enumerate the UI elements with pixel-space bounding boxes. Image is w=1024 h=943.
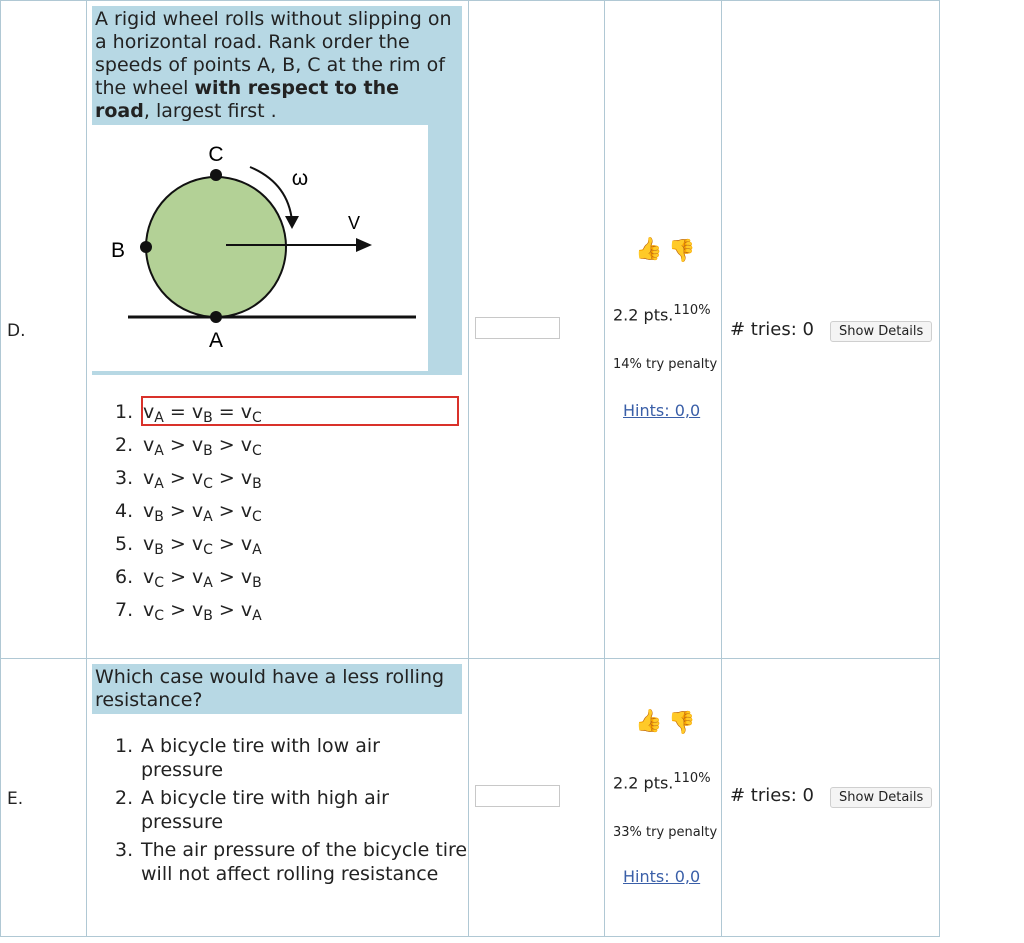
choice-symbol: v [240, 599, 253, 621]
choice-symbol: v [143, 500, 155, 522]
thumbs-up-icon[interactable]: 👍 [635, 237, 663, 262]
choice-number: 6. [115, 566, 134, 588]
label-b: B [110, 239, 126, 262]
choice-item[interactable] [115, 595, 468, 628]
choice-symbol: v [191, 401, 204, 423]
wheel-figure [92, 125, 462, 375]
try-penalty: 33% try penalty [613, 825, 718, 840]
points-value [613, 771, 711, 792]
choice-number: 4. [115, 500, 134, 522]
choice-item[interactable] [115, 786, 468, 834]
selected-choice-highlight [141, 396, 459, 426]
answer-input[interactable] [475, 317, 560, 339]
question-label-cell [1, 1, 87, 659]
choice-list [87, 734, 468, 886]
choice-symbol: > [212, 599, 241, 621]
points-cell [605, 1, 722, 659]
question-row-e [1, 659, 940, 937]
choice-subscript: B [154, 509, 164, 525]
question-label-cell [1, 659, 87, 937]
choice-symbol: v [191, 533, 204, 555]
point-c-dot [210, 169, 222, 181]
choice-symbol: v [191, 467, 204, 489]
tries-cell [722, 659, 940, 937]
choice-symbol: > [212, 533, 241, 555]
question-prompt: Which case would have a less rolling resistance? [92, 664, 462, 714]
choice-symbol: > [212, 500, 241, 522]
show-details-button[interactable]: Show Details [830, 321, 932, 342]
label-c: C [208, 143, 224, 166]
choice-item[interactable] [115, 397, 468, 430]
choice-symbol: v [143, 401, 155, 423]
choice-subscript: A [252, 608, 262, 624]
show-details-button[interactable]: Show Details [830, 787, 932, 808]
question-label: D. [7, 321, 26, 341]
prompt-bold: with respect to the road [95, 77, 400, 122]
choice-subscript: C [251, 509, 262, 525]
choice-expression [143, 595, 262, 631]
choice-subscript: B [252, 575, 262, 591]
choice-symbol: v [240, 467, 253, 489]
points-text: 2.2 pts. [613, 305, 674, 325]
prompt-tail: , largest first . [143, 100, 277, 122]
hints-link[interactable]: Hints: 0,0 [623, 867, 701, 886]
choice-subscript: B [203, 608, 213, 624]
choice-symbol: > [163, 500, 192, 522]
tries-count: # tries: 0 [730, 319, 814, 340]
label-omega: ω [291, 167, 309, 190]
choice-subscript: B [203, 443, 213, 459]
choice-symbol: = [212, 401, 241, 423]
point-a-dot [210, 311, 222, 323]
wheel-diagram [92, 125, 428, 371]
choice-subscript: C [203, 476, 213, 492]
choice-symbol: v [240, 500, 252, 522]
choice-expression [143, 562, 262, 598]
question-label: E. [7, 789, 24, 809]
choice-number: 7. [115, 599, 134, 621]
choice-item[interactable] [115, 734, 468, 782]
choice-subscript: A [252, 542, 262, 558]
point-b-dot [140, 241, 152, 253]
points-percent: 110% [673, 303, 711, 318]
try-penalty: 14% try penalty [613, 357, 718, 372]
choice-symbol: > [164, 599, 193, 621]
question-row-d [1, 1, 940, 659]
choice-number: 3. [115, 839, 134, 861]
choice-subscript: C [154, 608, 165, 624]
choice-text: A bicycle tire with high air pressure [141, 787, 389, 833]
choice-symbol: v [240, 434, 252, 456]
choice-number: 1. [115, 735, 134, 757]
choice-number: 2. [115, 787, 134, 809]
choice-subscript: A [203, 575, 213, 591]
choice-symbol: v [192, 599, 204, 621]
choice-symbol: > [212, 467, 241, 489]
choice-item[interactable] [115, 463, 468, 496]
choice-symbol: v [143, 566, 155, 588]
choice-subscript: C [203, 542, 213, 558]
choice-expression [143, 430, 262, 466]
omega-arrowhead [285, 216, 299, 229]
answer-cell [469, 1, 605, 659]
thumbs-up-icon[interactable]: 👍 [635, 709, 663, 734]
choice-subscript: B [203, 410, 213, 426]
choice-expression [143, 496, 262, 532]
answer-cell [469, 659, 605, 937]
choice-subscript: A [154, 476, 164, 492]
choice-subscript: C [251, 443, 262, 459]
points-value [613, 303, 711, 324]
hints-link[interactable]: Hints: 0,0 [623, 401, 701, 420]
choice-item[interactable] [115, 529, 468, 562]
choice-symbol: v [240, 566, 253, 588]
choice-symbol: v [143, 434, 155, 456]
question-prompt [92, 6, 462, 125]
choice-text: The air pressure of the bicycle tire will not affect rolling resistance [141, 839, 468, 885]
choice-item[interactable] [115, 496, 468, 529]
velocity-arrowhead [356, 238, 372, 252]
points-percent: 110% [673, 771, 711, 786]
choice-symbol: v [143, 467, 155, 489]
choice-subscript: C [251, 410, 262, 426]
choice-expression [143, 463, 262, 499]
feedback-icons [635, 237, 696, 262]
choice-symbol: > [163, 467, 192, 489]
points-cell [605, 659, 722, 937]
question-body-cell [87, 1, 469, 659]
choice-symbol: v [240, 533, 253, 555]
choice-text: A bicycle tire with low air pressure [141, 735, 380, 781]
choice-symbol: v [143, 533, 155, 555]
choice-subscript: A [154, 410, 164, 426]
choice-number: 5. [115, 533, 134, 555]
question-body-cell [87, 659, 469, 937]
label-v: V [347, 213, 361, 233]
choice-item[interactable] [115, 430, 468, 463]
choice-list [87, 397, 468, 628]
thumbs-down-icon[interactable]: 👍 [668, 709, 696, 734]
choice-subscript: B [252, 476, 262, 492]
points-text: 2.2 pts. [613, 773, 674, 793]
thumbs-down-icon[interactable]: 👍 [668, 237, 696, 262]
feedback-icons [635, 709, 696, 734]
prompt-text: A rigid wheel rolls without slipping on a horizontal road. Rank order the speeds of points A, B, C at the rim of the wheel [95, 8, 452, 99]
choice-subscript: C [154, 575, 165, 591]
choice-symbol: v [191, 500, 204, 522]
choice-symbol: > [163, 434, 192, 456]
choice-number: 1. [115, 401, 134, 423]
choice-item[interactable] [115, 562, 468, 595]
choice-symbol: v [143, 599, 155, 621]
tries-cell [722, 1, 940, 659]
wheel-circle [146, 177, 286, 317]
choice-expression [143, 529, 262, 565]
label-a: A [208, 329, 224, 352]
choice-subscript: A [203, 509, 213, 525]
choice-symbol: v [191, 434, 204, 456]
choice-symbol: v [192, 566, 204, 588]
choice-symbol: > [164, 566, 193, 588]
choice-number: 3. [115, 467, 134, 489]
choice-subscript: B [154, 542, 164, 558]
choice-symbol: = [163, 401, 192, 423]
choice-subscript: A [154, 443, 164, 459]
choice-number: 2. [115, 434, 134, 456]
choice-symbol: v [240, 401, 252, 423]
choice-symbol: > [163, 533, 192, 555]
tries-count: # tries: 0 [730, 785, 814, 806]
answer-input[interactable] [475, 785, 560, 807]
choice-item[interactable] [115, 838, 468, 886]
choice-symbol: > [212, 566, 241, 588]
choice-symbol: > [212, 434, 241, 456]
